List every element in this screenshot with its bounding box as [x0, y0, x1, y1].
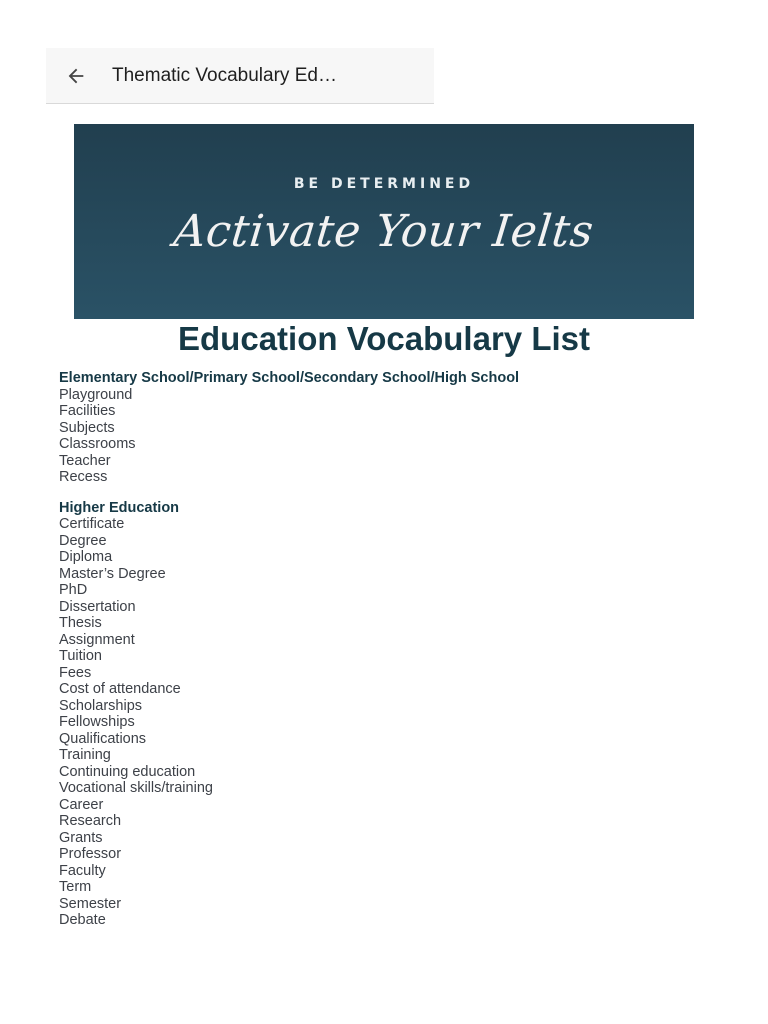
list-item: Scholarships — [59, 697, 143, 714]
list-item: Recess — [59, 469, 108, 485]
back-button[interactable] — [48, 48, 104, 104]
list-item: Subjects — [59, 419, 115, 436]
list-item: Teacher — [59, 452, 111, 469]
list-item: Qualifications — [59, 730, 147, 747]
list-item: Assignment — [59, 631, 135, 648]
list-item: Professor — [59, 846, 122, 862]
list-item: Grants — [59, 829, 103, 846]
list-item: Fellowships — [59, 714, 135, 730]
banner-title: Activate Your Ielts — [171, 206, 597, 257]
page-title: Education Vocabulary List — [178, 320, 590, 357]
vocabulary-content — [59, 370, 519, 929]
list-item: Playground — [59, 386, 133, 403]
arrow-left-icon — [65, 65, 87, 87]
list-item: Research — [59, 813, 122, 829]
list-item: Fees — [59, 664, 92, 681]
list-item: Debate — [59, 912, 106, 928]
list-item: Term — [59, 879, 92, 895]
list-item: Semester — [59, 895, 122, 912]
list-item: Cost of attendance — [59, 681, 181, 697]
list-item: PhD — [59, 582, 88, 598]
list-item: Master’s Degree — [59, 565, 166, 582]
section-heading: Higher Education — [59, 499, 180, 516]
list-item: Classrooms — [59, 436, 136, 452]
list-item: Facilities — [59, 403, 116, 419]
vocab-list — [59, 516, 519, 929]
list-item: Certificate — [59, 516, 125, 532]
banner-subtitle: BE DETERMINED — [293, 176, 475, 192]
list-item: Thesis — [59, 615, 102, 631]
section-heading: Elementary School/Primary School/Secondary School/High School — [59, 370, 520, 386]
list-item: Career — [59, 796, 104, 813]
list-item: Tuition — [59, 648, 102, 664]
list-item: Dissertation — [59, 598, 136, 615]
list-item: Degree — [59, 532, 107, 549]
list-item: Training — [59, 747, 111, 763]
promo-banner — [74, 124, 694, 319]
document-tab-title: Thematic Vocabulary Ed… — [112, 64, 337, 86]
list-item: Faculty — [59, 862, 106, 879]
list-item: Continuing education — [59, 763, 196, 780]
list-item: Diploma — [59, 549, 113, 565]
list-item: Vocational skills/training — [59, 780, 213, 796]
section-higher-education — [59, 500, 519, 929]
vocab-list — [59, 387, 519, 486]
top-app-bar — [46, 48, 434, 104]
section-school — [59, 370, 519, 486]
